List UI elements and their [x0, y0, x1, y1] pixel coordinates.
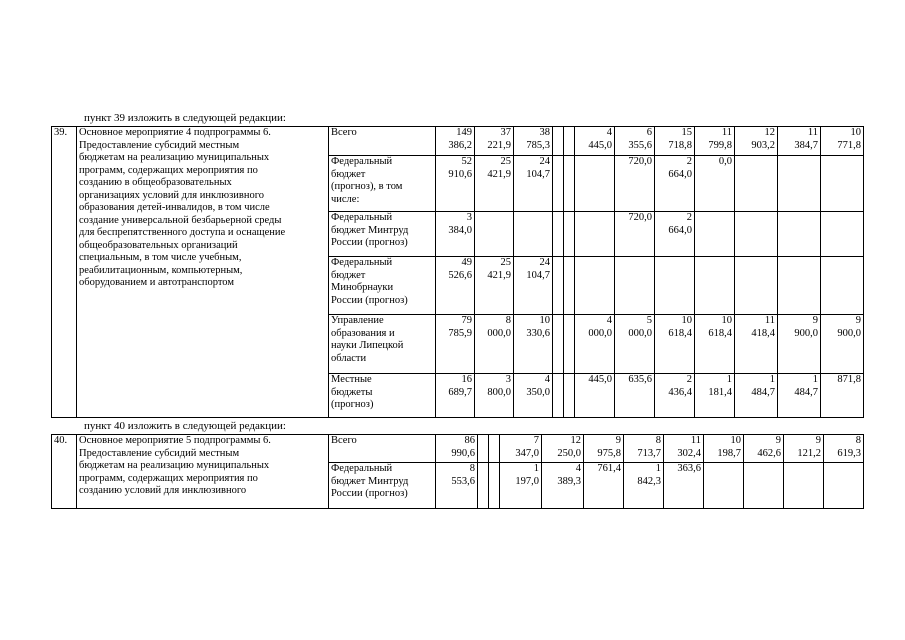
value-cell: 1 197,0: [500, 463, 542, 509]
value-cell: 49 526,6: [436, 257, 475, 315]
item-description: Основное мероприятие 5 подпрограммы 6. Предоставление субсидий местным бюджетам на реализацию муниципальных программ, содержащих мероприятия по созданию условий для инклюзивного: [77, 435, 329, 509]
source-label: Федеральный бюджет Минтруд России (прогноз): [329, 212, 436, 257]
value-cell: [575, 212, 615, 257]
value-cell: 445,0: [575, 374, 615, 418]
source-label: Всего: [329, 435, 436, 463]
value-cell: 720,0: [615, 156, 655, 212]
source-label: Управление образования и науки Липецкой области: [329, 315, 436, 374]
item-number: 40.: [52, 435, 77, 509]
value-cell: 4 445,0: [575, 127, 615, 156]
value-cell: [735, 156, 778, 212]
value-cell: [704, 463, 744, 509]
value-cell: 10 771,8: [821, 127, 864, 156]
value-cell: 25 421,9: [475, 257, 514, 315]
value-cell: 8 000,0: [475, 315, 514, 374]
value-cell: 4 350,0: [514, 374, 553, 418]
value-cell: 11 799,8: [695, 127, 735, 156]
value-cell: [553, 315, 564, 374]
value-cell: 15 718,8: [655, 127, 695, 156]
value-cell: [564, 315, 575, 374]
item-description: Основное мероприятие 4 подпрограммы 6. Предоставление субсидий местным бюджетам на реализацию муниципальных программ, содержащих мероприятия по созданию в общеобразовательных организациях условий для инклюзивного образования детей-инвалидов, в том числе создание универсальной безбарьерной среды для беспрепятственного доступа и оснащение общеобразовательных организаций специальным, в том числе учебным, реабилитационным, компьютерным, оборудованием и автотранспортом: [77, 127, 329, 418]
value-cell: [564, 212, 575, 257]
value-cell: 10 330,6: [514, 315, 553, 374]
value-cell: 10 618,4: [695, 315, 735, 374]
value-cell: [553, 212, 564, 257]
value-cell: [478, 435, 489, 463]
value-cell: [489, 435, 500, 463]
value-cell: 10 618,4: [655, 315, 695, 374]
value-cell: [695, 257, 735, 315]
value-cell: 871,8: [821, 374, 864, 418]
value-cell: 9 462,6: [744, 435, 784, 463]
value-cell: 12 250,0: [542, 435, 584, 463]
source-label: Федеральный бюджет Минтруд России (прогноз): [329, 463, 436, 509]
table-row: [52, 435, 864, 463]
value-cell: 9 975,8: [584, 435, 624, 463]
value-cell: 2 664,0: [655, 156, 695, 212]
table-item-39: [51, 126, 864, 418]
value-cell: [489, 463, 500, 509]
value-cell: 720,0: [615, 212, 655, 257]
value-cell: 24 104,7: [514, 257, 553, 315]
value-cell: 79 785,9: [436, 315, 475, 374]
value-cell: [475, 212, 514, 257]
value-cell: 52 910,6: [436, 156, 475, 212]
value-cell: [821, 156, 864, 212]
value-cell: [778, 156, 821, 212]
value-cell: 1 842,3: [624, 463, 664, 509]
value-cell: [821, 212, 864, 257]
value-cell: [695, 212, 735, 257]
value-cell: 37 221,9: [475, 127, 514, 156]
value-cell: 8 619,3: [824, 435, 864, 463]
value-cell: [564, 156, 575, 212]
note-item-39: пункт 39 изложить в следующей редакции:: [84, 112, 286, 124]
value-cell: 25 421,9: [475, 156, 514, 212]
value-cell: [564, 257, 575, 315]
value-cell: 4 389,3: [542, 463, 584, 509]
value-cell: [553, 127, 564, 156]
source-label: Всего: [329, 127, 436, 156]
value-cell: 7 347,0: [500, 435, 542, 463]
value-cell: 1 181,4: [695, 374, 735, 418]
value-cell: 24 104,7: [514, 156, 553, 212]
value-cell: 11 384,7: [778, 127, 821, 156]
source-label: Федеральный бюджет Минобрнауки России (прогноз): [329, 257, 436, 315]
source-label: Местные бюджеты (прогноз): [329, 374, 436, 418]
value-cell: 9 900,0: [778, 315, 821, 374]
value-cell: [575, 257, 615, 315]
value-cell: 2 436,4: [655, 374, 695, 418]
value-cell: [575, 156, 615, 212]
value-cell: 1 484,7: [778, 374, 821, 418]
value-cell: [553, 374, 564, 418]
value-cell: 16 689,7: [436, 374, 475, 418]
value-cell: [553, 156, 564, 212]
table-row: [52, 127, 864, 156]
value-cell: 3 800,0: [475, 374, 514, 418]
source-label: Федеральный бюджет (прогноз), в том числе:: [329, 156, 436, 212]
value-cell: 11 302,4: [664, 435, 704, 463]
value-cell: 38 785,3: [514, 127, 553, 156]
value-cell: [824, 463, 864, 509]
value-cell: 4 000,0: [575, 315, 615, 374]
value-cell: 761,4: [584, 463, 624, 509]
value-cell: 11 418,4: [735, 315, 778, 374]
value-cell: 12 903,2: [735, 127, 778, 156]
table-item-40: [51, 434, 864, 509]
value-cell: [553, 257, 564, 315]
value-cell: 5 000,0: [615, 315, 655, 374]
value-cell: 86 990,6: [436, 435, 478, 463]
value-cell: [778, 257, 821, 315]
value-cell: 1 484,7: [735, 374, 778, 418]
note-item-40: пункт 40 изложить в следующей редакции:: [84, 420, 286, 432]
value-cell: [564, 127, 575, 156]
value-cell: 9 900,0: [821, 315, 864, 374]
value-cell: [655, 257, 695, 315]
value-cell: [514, 212, 553, 257]
value-cell: 9 121,2: [784, 435, 824, 463]
value-cell: 0,0: [695, 156, 735, 212]
value-cell: 363,6: [664, 463, 704, 509]
value-cell: 6 355,6: [615, 127, 655, 156]
value-cell: 149 386,2: [436, 127, 475, 156]
value-cell: [564, 374, 575, 418]
value-cell: 8 553,6: [436, 463, 478, 509]
value-cell: [478, 463, 489, 509]
value-cell: [735, 257, 778, 315]
value-cell: [784, 463, 824, 509]
value-cell: 10 198,7: [704, 435, 744, 463]
value-cell: 635,6: [615, 374, 655, 418]
value-cell: [615, 257, 655, 315]
value-cell: [735, 212, 778, 257]
value-cell: 2 664,0: [655, 212, 695, 257]
value-cell: 3 384,0: [436, 212, 475, 257]
value-cell: [821, 257, 864, 315]
value-cell: [778, 212, 821, 257]
value-cell: [744, 463, 784, 509]
value-cell: 8 713,7: [624, 435, 664, 463]
item-number: 39.: [52, 127, 77, 418]
